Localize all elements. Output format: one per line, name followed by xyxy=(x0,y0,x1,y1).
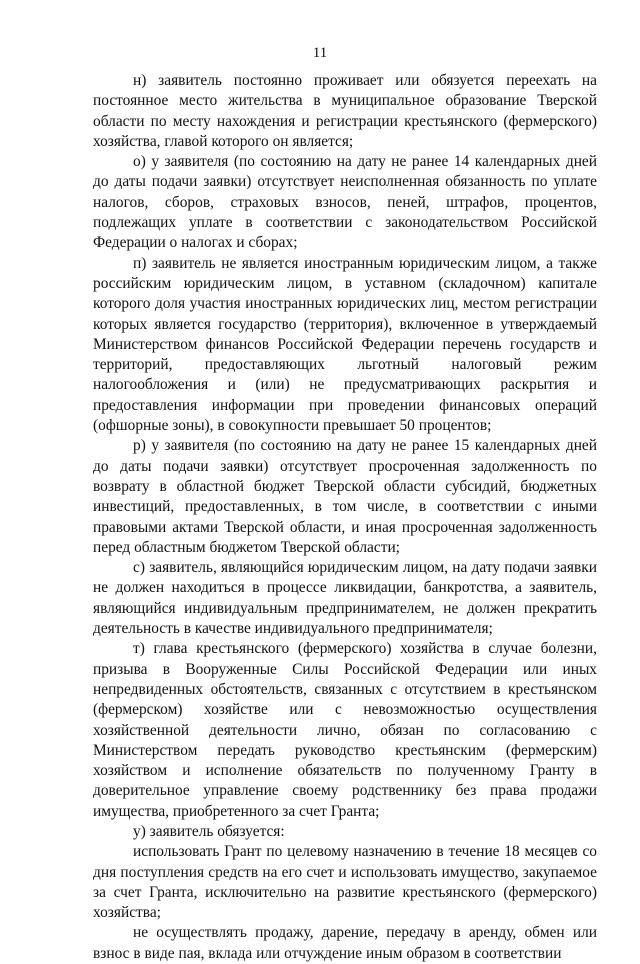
paragraph-p: п) заявитель не является иностранным юридическим лицом, а также российским юридическим лицом, в уставном (складочном) капитале которого доля участия иностранных юридических лиц, местом регистрации которых является государство (территория), включенное в утверждаемый Министерством финансов Российской Федерации перечень государств и территорий, предоставляющих льготный налоговый режим налогообложения и (или) не предусматривающих раскрытия и предоставления информации при проведении финансовых операций (офшорные зоны), в совокупности превышает 50 процентов; xyxy=(93,254,597,435)
paragraph-u-item-2: не осуществлять продажу, дарение, передачу в аренду, обмен или взнос в виде пая, вклада или отчуждение иным образом в соответствии xyxy=(93,924,597,962)
paragraph-o: о) у заявителя (по состоянию на дату не ранее 14 календарных дней до даты подачи заявки) отсутствует неисполненная обязанность по уплате налогов, сборов, страховых взносов, пеней, штрафов, процентов, подлежащих уплате в соответствии с законодательством Российской Федерации о налогах и сборах; xyxy=(93,153,597,252)
paragraph-n: н) заявитель постоянно проживает или обязуется переехать на постоянное место жительства в муниципальное образование Тверской области по месту нахождения и регистрации крестьянского (фермерского) хозяйства, главой которого он является; xyxy=(93,72,597,150)
paragraph-r: р) у заявителя (по состоянию на дату не ранее 15 календарных дней до даты подачи заявки) отсутствует просроченная задолженность по возврату в областной бюджет Тверской области субсидий, бюджетных инвестиций, предоставленных, в том числе, в соответствии с иными правовыми актами Тверской области, и иная просроченная задолженность перед областным бюджетом Тверской области; xyxy=(93,437,597,556)
paragraph-u: у) заявитель обязуется: xyxy=(133,822,285,840)
page-number: 11 xyxy=(312,45,328,61)
document-body xyxy=(93,71,597,964)
paragraph-t: т) глава крестьянского (фермерского) хозяйства в случае болезни, призыва в Вооруженные Силы Российской Федерации или иных непредвиденных обстоятельств, связанных с отсутствием в крестьянском (фермерском) хозяйстве или с невозможностью осуществления хозяйственной деятельности лично, обязан по согласованию с Министерством передать руководство крестьянским (фермерским) хозяйством и исполнение обязательств по полученному Гранту в доверительное управление своему родственнику без права продажи имущества, приобретенного за счет Гранта; xyxy=(93,640,597,820)
paragraph-s: с) заявитель, являющийся юридическим лицом, на дату подачи заявки не должен находиться в процессе ликвидации, банкротства, а заявитель, являющийся индивидуальным предпринимателем, не должен прекратить деятельность в качестве индивидуального предпринимателя; xyxy=(93,559,597,638)
paragraph-u-item-1: использовать Грант по целевому назначению в течение 18 месяцев со дня поступления средств на его счет и использовать имущество, закупаемое за счет Гранта, исключительно на развитие крестьянского (фермерского) хозяйства; xyxy=(93,843,597,922)
